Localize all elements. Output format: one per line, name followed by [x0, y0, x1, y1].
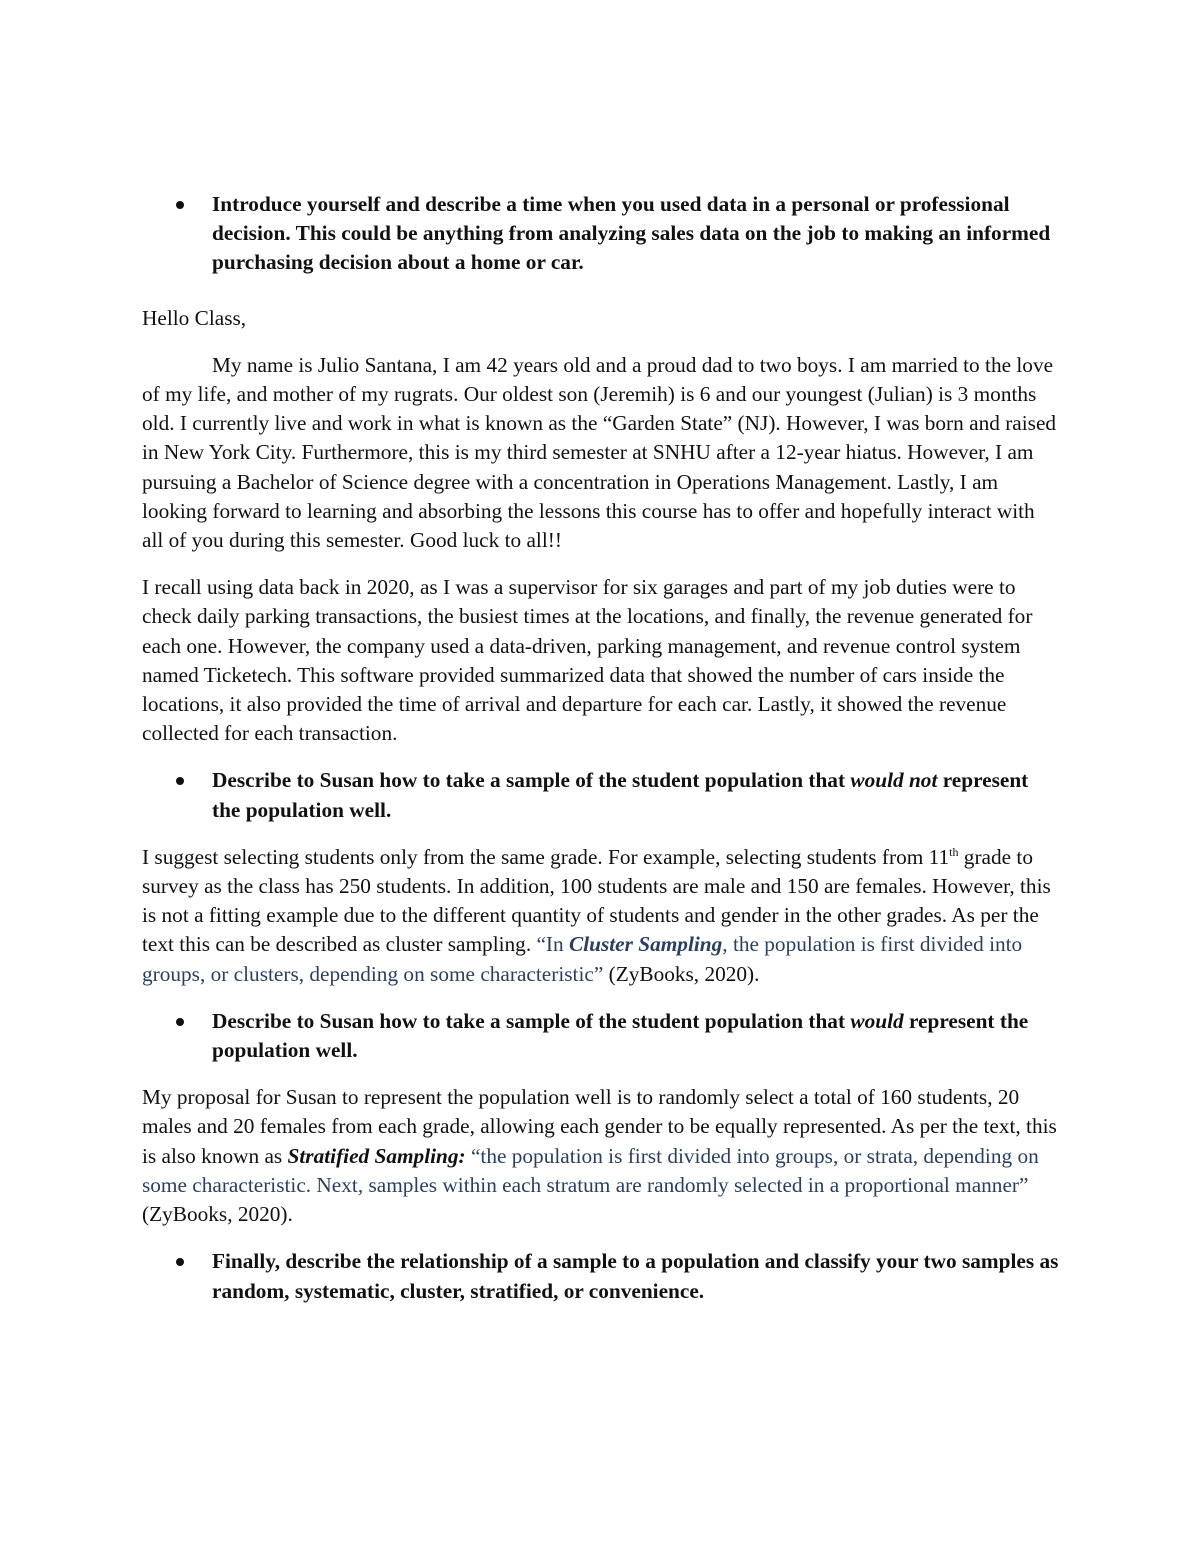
quote-text: “In [536, 932, 570, 957]
bullet-prompt-relationship [142, 1247, 1060, 1305]
prompt-emphasis: would [850, 1008, 904, 1033]
paragraph-text: I suggest selecting students only from the same grade. For example, selecting students from 11 [142, 844, 950, 869]
greeting: Hello Class, [142, 305, 247, 330]
prompt-text-end: represent the population well. [212, 1008, 1029, 1063]
term-cluster-sampling: Cluster Sampling [569, 932, 723, 957]
quote-text: , the population is first divided into groups, or clusters, depending on some characteristic” [142, 932, 1023, 986]
citation: (ZyBooks, 2020). [142, 1202, 293, 1227]
stratified-sampling-paragraph [142, 1083, 1060, 1229]
data-usage-paragraph: I recall using data back in 2020, as I was a supervisor for six garages and part of my job duties were to check daily parking transactions, the busiest times at the locations, and finally, the revenue generated for each one. However, the company used a data-driven, parking management, and revenue control system named Ticketech. This software provided summarized data that showed the number of cars inside the locations, it also provided the time of arrival and departure for each car. Lastly, it showed the revenue collected for each transaction. [142, 575, 1033, 746]
bullet-prompt-introduce [142, 190, 1060, 278]
prompt-text-end: represent the population well. [212, 768, 1029, 822]
superscript: th [949, 844, 959, 859]
prompt-text: Introduce yourself and describe a time when you used data in a personal or professional decision. This could be anything from analyzing sales data on the job to making an informed purchasing decision about a home or car. [212, 192, 1051, 275]
prompt-text: Describe to Susan how to take a sample of the student population that [212, 768, 851, 793]
term-stratified-sampling: Stratified Sampling: [287, 1143, 466, 1168]
citation: (ZyBooks, 2020). [603, 961, 760, 986]
bullet-prompt-represent [142, 1007, 1060, 1065]
cluster-sampling-paragraph [142, 843, 1060, 989]
intro-paragraph: My name is Julio Santana, I am 42 years old and a proud dad to two boys. I am married to the love of my life, and mother of my rugrats. Our oldest son (Jeremih) is 6 and our youngest (Julian) is 3 months old. I currently live and work in what is known as the “Garden State” (NJ). However, I was born and raised in New York City. Furthermore, this is my third semester at SNHU after a 12-year hiatus. However, I am pursuing a Bachelor of Science degree with a concentration in Operations Management. Lastly, I am looking forward to learning and absorbing the lessons this course has to offer and hopefully interact with all of you during this semester. Good luck to all!! [142, 352, 1057, 553]
quote-text: “the population is first divided into groups, or strata, depending on some characteristic. Next, samples within each stratum are randomly selected in a proportional manner” [142, 1143, 1039, 1197]
bullet-prompt-not-represent [142, 766, 1060, 824]
prompt-emphasis: would not [850, 768, 938, 793]
bullet-dot-icon [176, 777, 184, 785]
bullet-dot-icon [176, 201, 184, 209]
prompt-text: Describe to Susan how to take a sample of the student population that [212, 1008, 851, 1033]
prompt-text: Finally, describe the relationship of a sample to a population and classify your two samples as random, systematic, cluster, stratified, or convenience. [212, 1249, 1059, 1303]
bullet-dot-icon [176, 1258, 184, 1266]
paragraph-text: grade to survey as the class has 250 students. In addition, 100 students are male and 150 are females. However, this is not a fitting example due to the different quantity of students and gender in the other grades. As per the text this can be described as cluster sampling. [142, 844, 1051, 957]
paragraph-text: My proposal for Susan to represent the population well is to randomly select a total of 160 students, 20 males and 20 females from each grade, allowing each gender to be equally represented. As per the text, this is also known as [142, 1085, 1057, 1168]
bullet-dot-icon [176, 1018, 184, 1026]
